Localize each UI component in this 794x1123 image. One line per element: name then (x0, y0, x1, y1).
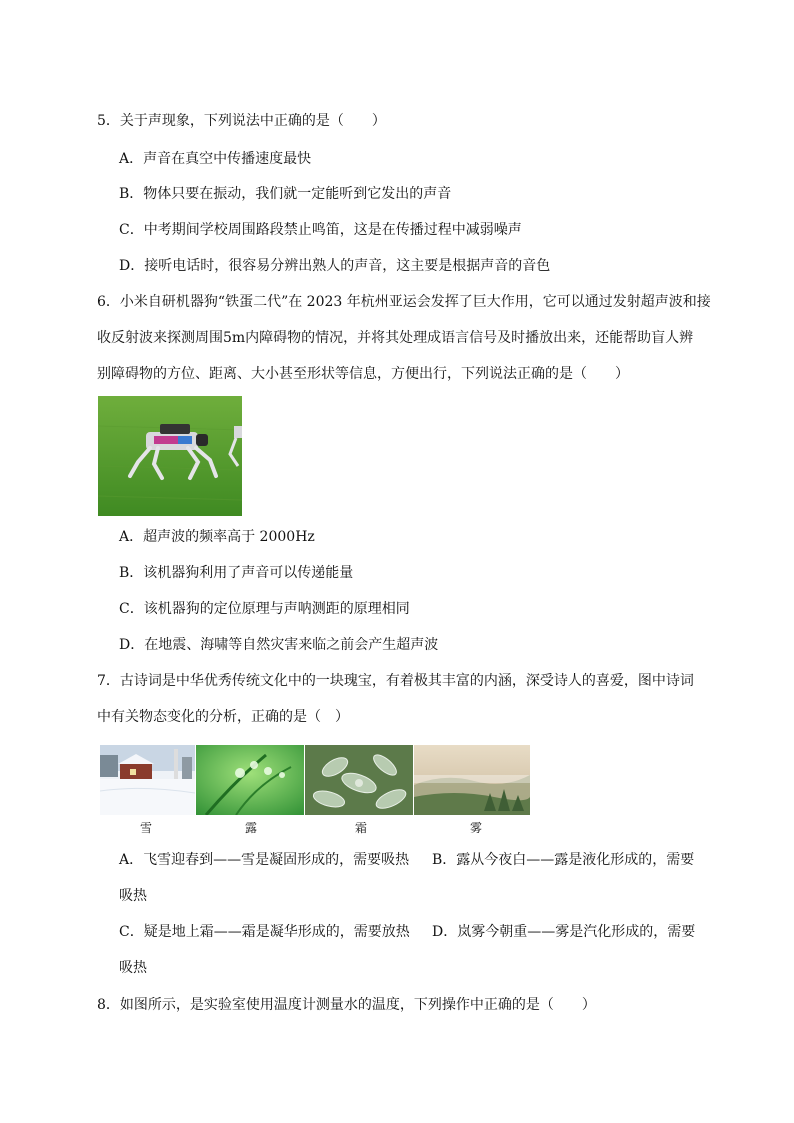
q6-option-d: D．在地震、海啸等自然灾害来临之前会产生超声波 (119, 637, 439, 653)
q7-option-d-continued: 吸热 (119, 960, 147, 976)
q7-option-b: B．露从今夜白——露是液化形成的，需要 (432, 852, 695, 868)
q6-option-c: C．该机器狗的定位原理与声呐测距的原理相同 (119, 601, 410, 617)
q5-stem: 5．关于声现象，下列说法中正确的是（ ） (97, 113, 386, 129)
q6-stem-line-2: 收反射波来探测周围5m内障碍物的情况，并将其处理成语言信号及时播放出来，还能帮助盲人辨 (97, 330, 694, 346)
q7-option-c: C．疑是地上霜——霜是凝华形成的，需要放热 (119, 924, 410, 940)
caption-dew: 露 (245, 821, 258, 835)
q7-option-d: D．岚雾今朝重——雾是汽化形成的，需要 (432, 924, 696, 940)
q6-stem-line-3: 别障碍物的方位、距离、大小甚至形状等信息，方便出行，下列说法正确的是（ ） (97, 366, 629, 382)
caption-frost: 霜 (355, 821, 368, 835)
fog-photo (414, 745, 530, 815)
q5-option-a: A．声音在真空中传播速度最快 (119, 151, 312, 167)
q8-stem: 8．如图所示，是实验室使用温度计测量水的温度，下列操作中正确的是（ ） (97, 997, 596, 1013)
q7-stem-line-1: 7．古诗词是中华优秀传统文化中的一块瑰宝，有着极其丰富的内涵，深受诗人的喜爱，图中诗词 (97, 673, 694, 689)
snow-photo (100, 745, 195, 815)
dew-photo (196, 745, 304, 815)
q7-option-a: A．飞雪迎春到——雪是凝固形成的，需要吸热 (119, 852, 410, 868)
robot-dog-photo (98, 396, 242, 516)
q5-option-c: C．中考期间学校周围路段禁止鸣笛，这是在传播过程中减弱噪声 (119, 222, 522, 238)
q6-stem-line-1: 6．小米自研机器狗“铁蛋二代”在 2023 年杭州亚运会发挥了巨大作用，它可以通过发射超声波和接 (97, 294, 711, 310)
q6-option-a: A．超声波的频率高于 2000Hz (119, 529, 315, 545)
caption-fog: 雾 (470, 821, 483, 835)
q5-option-b: B．物体只要在振动，我们就一定能听到它发出的声音 (119, 186, 452, 202)
q6-option-b: B．该机器狗利用了声音可以传递能量 (119, 565, 354, 581)
q7-stem-line-2: 中有关物态变化的分析，正确的是（ ） (97, 709, 349, 725)
q7-option-b-continued: 吸热 (119, 888, 147, 904)
q5-option-d: D．接听电话时，很容易分辨出熟人的声音，这主要是根据声音的音色 (119, 258, 551, 274)
frost-photo (305, 745, 413, 815)
caption-snow: 雪 (140, 821, 153, 835)
